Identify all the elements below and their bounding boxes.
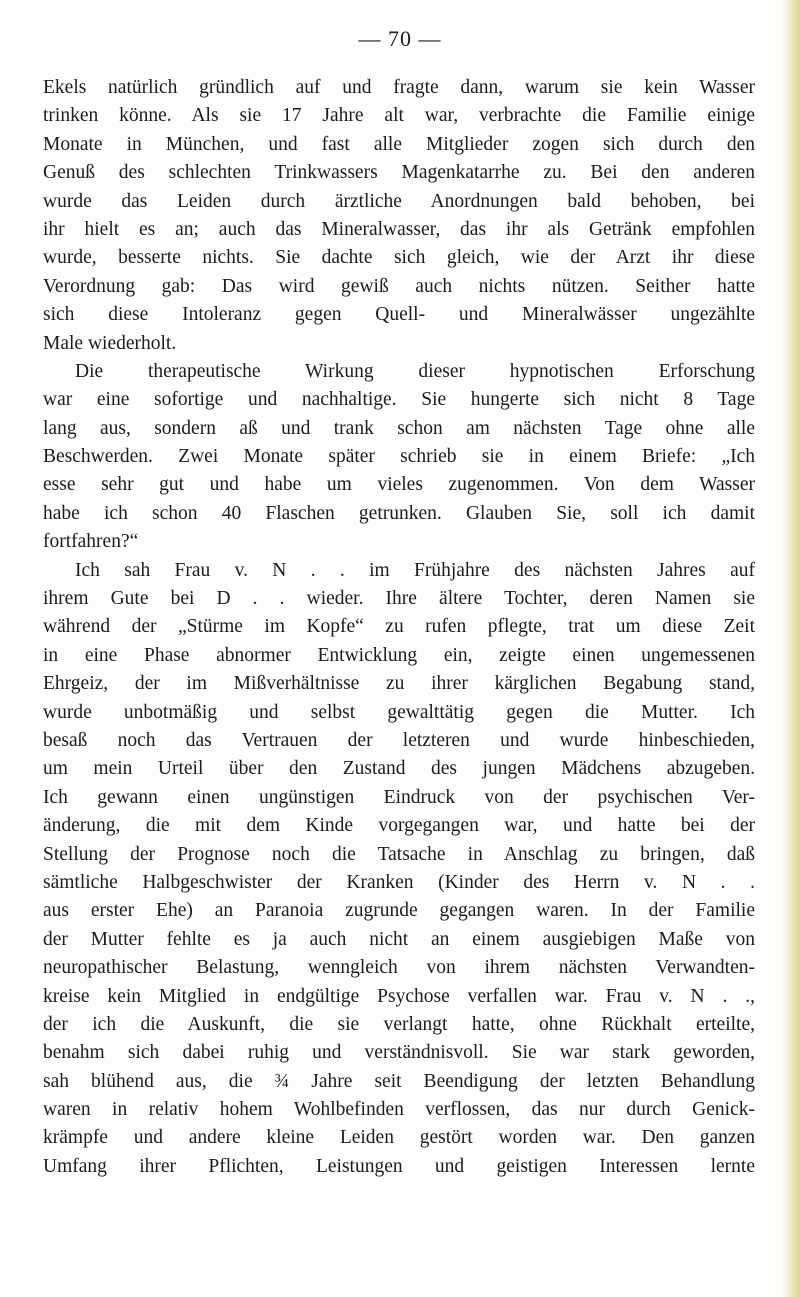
text-line: Male wiederholt. <box>43 332 177 354</box>
text-line: Stellung der Prognose noch die Tatsache in Anschlag zu bringen, daß <box>43 843 755 865</box>
text-line: neuropathischer Belastung, wenngleich von ihrem nächsten Verwandten- <box>43 957 755 979</box>
text-line: Umfang ihrer Pflichten, Leistungen und geistigen Interessen lernte <box>43 1155 755 1177</box>
text-line: esse sehr gut und habe um vieles zugenommen. Von dem Wasser <box>43 474 755 496</box>
text-line: Ekels natürlich gründlich auf und fragte dann, warum sie kein Wasser <box>43 77 755 98</box>
body-text <box>43 74 755 1181</box>
text-line: wurde, besserte nichts. Sie dachte sich gleich, wie der Arzt ihr diese <box>43 247 755 269</box>
text-line: ihrem Gute bei D . . wieder. Ihre ältere Tochter, deren Namen sie <box>43 588 755 610</box>
text-line: wurde das Leiden durch ärztliche Anordnungen bald behoben, bei <box>43 190 755 212</box>
text-line: änderung, die mit dem Kinde vorgegangen war, und hatte bei der <box>43 815 755 837</box>
text-line: lang aus, sondern aß und trank schon am nächsten Tage ohne alle <box>43 417 755 439</box>
text-line: sämtliche Halbgeschwister der Kranken (Kinder des Herrn v. N . . <box>43 871 755 893</box>
text-line: während der „Stürme im Kopfe“ zu rufen pflegte, trat um diese Zeit <box>43 616 755 638</box>
page-edge-shadow <box>782 0 800 1297</box>
text-line: krämpfe und andere kleine Leiden gestört worden war. Den ganzen <box>43 1127 755 1149</box>
text-line: um mein Urteil über den Zustand des jungen Mädchens abzugeben. <box>43 758 755 780</box>
text-line: Beschwerden. Zwei Monate später schrieb sie in einem Briefe: „Ich <box>43 446 755 468</box>
text-line: der Mutter fehlte es ja auch nicht an einem ausgiebigen Maße von <box>43 928 755 950</box>
text-line: Ich gewann einen ungünstigen Eindruck von der psychischen Ver- <box>43 786 755 808</box>
text-line: kreise kein Mitglied in endgültige Psychose verfallen war. Frau v. N . ., <box>43 985 755 1007</box>
text-line: wurde unbotmäßig und selbst gewalttätig gegen die Mutter. Ich <box>43 701 755 723</box>
text-line: waren in relativ hohem Wohlbefinden verflossen, das nur durch Genick- <box>43 1099 755 1121</box>
text-line: in eine Phase abnormer Entwicklung ein, zeigte einen ungemessenen <box>43 644 755 666</box>
text-line: aus erster Ehe) an Paranoia zugrunde gegangen waren. In der Familie <box>43 900 755 922</box>
text-line: war eine sofortige und nachhaltige. Sie hungerte sich nicht 8 Tage <box>43 389 755 411</box>
text-line: benahm sich dabei ruhig und verständnisvoll. Sie war stark geworden, <box>43 1042 755 1064</box>
paragraph-start-line: Die therapeutische Wirkung dieser hypnotischen Erforschung <box>75 360 755 382</box>
text-line: sah blühend aus, die ¾ Jahre seit Beendigung der letzten Behandlung <box>43 1070 755 1092</box>
text-line: fortfahren?“ <box>43 531 139 553</box>
text-line: sich diese Intoleranz gegen Quell- und Mineralwässer ungezählte <box>43 304 755 326</box>
text-line: der ich die Auskunft, die sie verlangt hatte, ohne Rückhalt erteilte, <box>43 1013 755 1035</box>
text-line: habe ich schon 40 Flaschen getrunken. Glauben Sie, soll ich damit <box>43 502 755 524</box>
page-number: — 70 — <box>358 26 442 51</box>
text-line: trinken könne. Als sie 17 Jahre alt war, verbrachte die Familie einige <box>43 105 755 127</box>
text-line: Monate in München, und fast alle Mitglieder zogen sich durch den <box>43 133 755 155</box>
text-line: Genuß des schlechten Trinkwassers Magenkatarrhe zu. Bei den anderen <box>43 162 755 184</box>
text-line: Verordnung gab: Das wird gewiß auch nichts nützen. Seither hatte <box>43 275 755 297</box>
text-line: ihr hielt es an; auch das Mineralwasser, das ihr als Getränk empfohlen <box>43 218 755 240</box>
paragraph-start-line: Ich sah Frau v. N . . im Frühjahre des nächsten Jahres auf <box>75 559 755 581</box>
text-line: Ehrgeiz, der im Mißverhältnisse zu ihrer kärglichen Begabung stand, <box>43 673 755 695</box>
text-line: besaß noch das Vertrauen der letzteren und wurde hinbeschieden, <box>43 729 755 751</box>
